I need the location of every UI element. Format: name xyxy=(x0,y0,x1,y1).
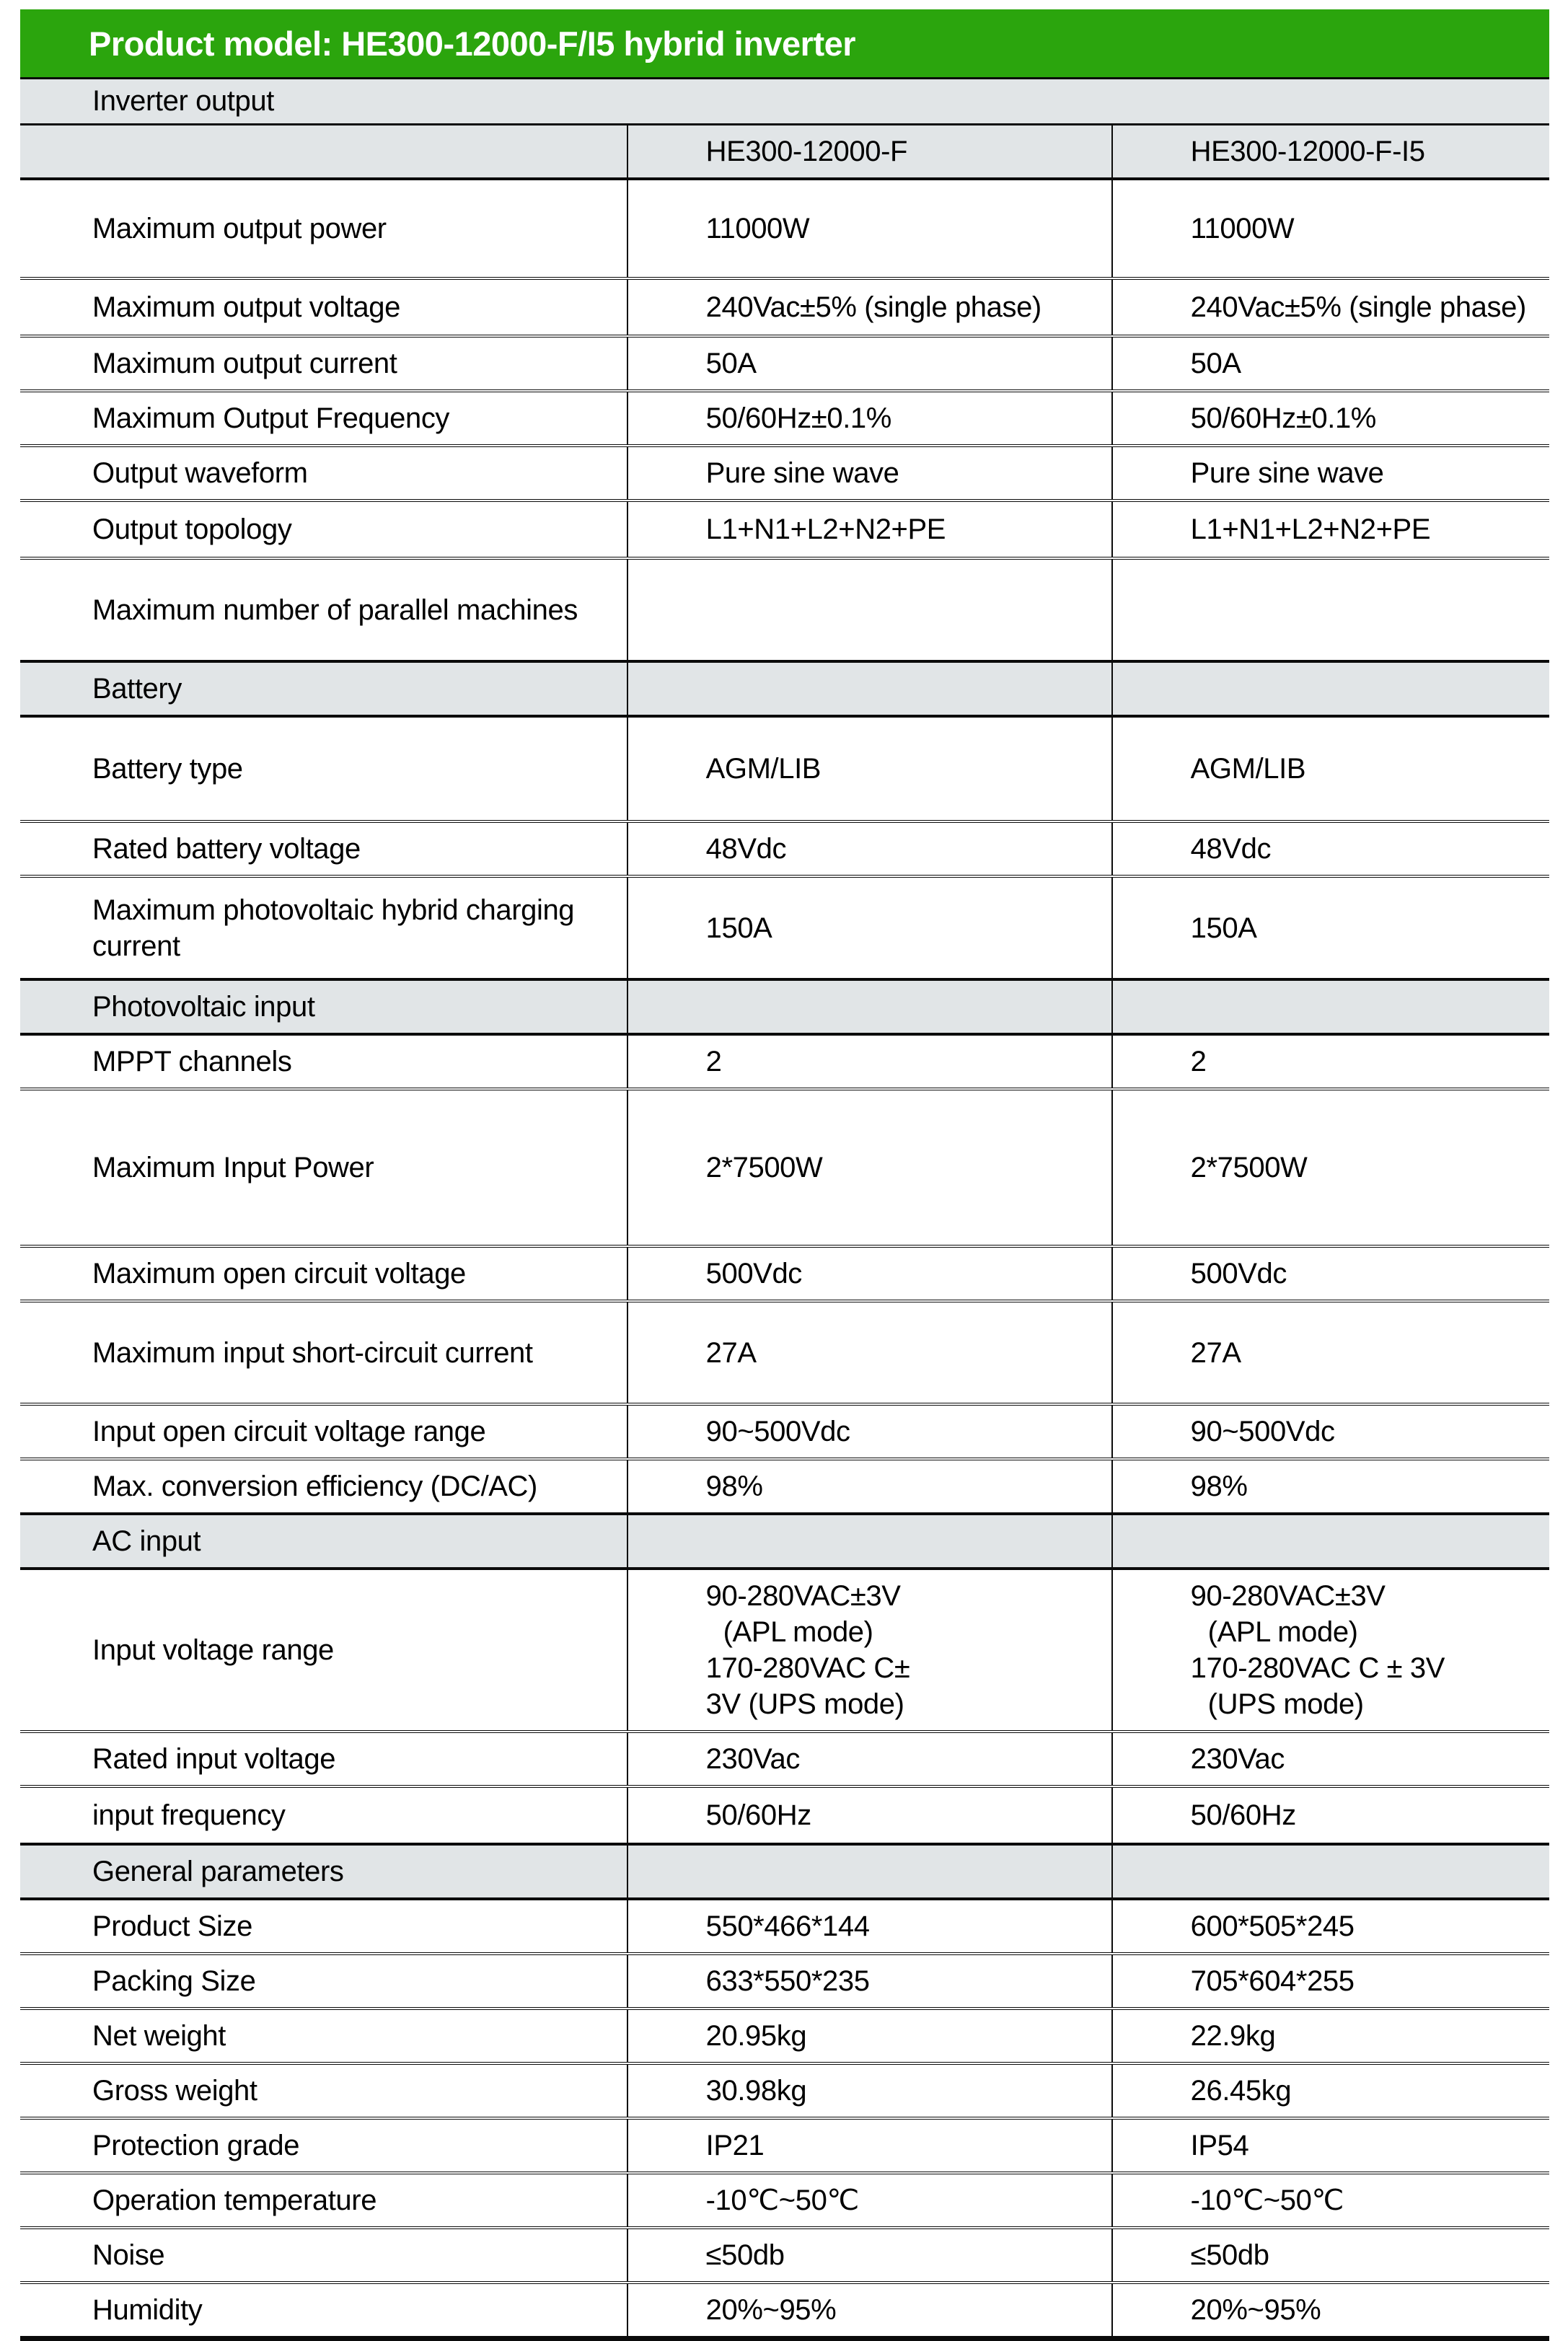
value-model-2: 705*604*255 xyxy=(1112,1954,1549,2009)
value-model-1: 50/60Hz xyxy=(627,1786,1112,1844)
row-battery-type xyxy=(20,716,1549,821)
value-model-2 xyxy=(1112,558,1549,661)
row-noise xyxy=(20,2228,1549,2283)
row-label: Output topology xyxy=(92,513,292,545)
value-model-1: 2 xyxy=(627,1034,1112,1089)
row-label: Max. conversion efficiency (DC/AC) xyxy=(92,1471,537,1502)
value-model-1: 240Vac±5% (single phase) xyxy=(627,278,1112,336)
section-empty-cell xyxy=(1112,1514,1549,1569)
section-empty-cell xyxy=(627,661,1112,716)
value-line: 170-280VAC C ± 3V xyxy=(1190,1652,1445,1684)
row-input-frequency xyxy=(20,1786,1549,1844)
row-output-topology xyxy=(20,501,1549,558)
section-heading-inverter-output: Inverter output xyxy=(20,79,1549,124)
value-model-1: 550*466*144 xyxy=(627,1899,1112,1954)
value-line: 90-280VAC±3V xyxy=(705,1580,901,1612)
value-line: 3V (UPS mode) xyxy=(705,1688,904,1720)
section-heading-battery: Battery xyxy=(20,661,627,716)
value-line: 90-280VAC±3V xyxy=(1190,1580,1386,1612)
spec-table xyxy=(20,79,1549,2341)
value-model-2: 90~500Vdc xyxy=(1112,1404,1549,1459)
value-model-2: 150A xyxy=(1112,876,1549,979)
value-model-1: 50A xyxy=(627,336,1112,391)
row-label: Input voltage range xyxy=(92,1634,334,1666)
value-model-1: 90~500Vdc xyxy=(627,1404,1112,1459)
row-pv-hybrid-charging-current xyxy=(20,876,1549,979)
value-model-1: 98% xyxy=(627,1459,1112,1514)
value-model-2: 20%~95% xyxy=(1112,2283,1549,2339)
row-max-output-frequency xyxy=(20,391,1549,446)
row-label: Battery type xyxy=(92,753,243,785)
section-row-ac-input xyxy=(20,1514,1549,1569)
row-label: Rated input voltage xyxy=(92,1743,336,1775)
section-empty-cell xyxy=(1112,1844,1549,1899)
value-model-2: 2*7500W xyxy=(1112,1089,1549,1246)
section-heading-general-parameters: General parameters xyxy=(20,1844,627,1899)
value-model-2: 230Vac xyxy=(1112,1732,1549,1786)
row-label: Humidity xyxy=(92,2294,203,2326)
column-header-model-2: HE300-12000-F-I5 xyxy=(1112,124,1549,179)
section-empty-cell xyxy=(627,979,1112,1034)
value-model-1 xyxy=(627,1569,1112,1732)
row-label: Maximum number of parallel machines xyxy=(92,594,578,626)
row-label: input frequency xyxy=(92,1799,286,1831)
row-operation-temperature xyxy=(20,2173,1549,2228)
row-label: Maximum open circuit voltage xyxy=(92,1258,466,1289)
corner-cell xyxy=(20,124,627,179)
row-input-voltage-range xyxy=(20,1569,1549,1732)
row-label: Net weight xyxy=(92,2020,226,2052)
value-model-1: 20.95kg xyxy=(627,2009,1112,2063)
value-model-2: 240Vac±5% (single phase) xyxy=(1112,278,1549,336)
value-model-2: 600*505*245 xyxy=(1112,1899,1549,1954)
row-parallel-machines xyxy=(20,558,1549,661)
row-max-input-short-circuit-current xyxy=(20,1301,1549,1404)
row-product-size xyxy=(20,1899,1549,1954)
value-line: (APL mode) xyxy=(723,1616,873,1648)
section-row-general-parameters xyxy=(20,1844,1549,1899)
row-protection-grade xyxy=(20,2118,1549,2173)
value-model-2: 27A xyxy=(1112,1301,1549,1404)
value-model-1: 11000W xyxy=(627,179,1112,278)
row-max-input-power xyxy=(20,1089,1549,1246)
row-label: Maximum photovoltaic hybrid charging current xyxy=(92,894,575,962)
row-label: Protection grade xyxy=(92,2130,300,2161)
row-input-open-circuit-voltage-range xyxy=(20,1404,1549,1459)
row-label: Maximum Output Frequency xyxy=(92,402,450,434)
value-model-1 xyxy=(627,558,1112,661)
row-packing-size xyxy=(20,1954,1549,2009)
row-max-output-power xyxy=(20,179,1549,278)
value-model-1: 2*7500W xyxy=(627,1089,1112,1246)
value-model-2 xyxy=(1112,1569,1549,1732)
section-empty-cell xyxy=(1112,661,1549,716)
row-max-conversion-efficiency xyxy=(20,1459,1549,1514)
value-model-1: 633*550*235 xyxy=(627,1954,1112,2009)
row-label: Maximum output power xyxy=(92,213,387,244)
value-model-2: 50/60Hz xyxy=(1112,1786,1549,1844)
value-model-2: 2 xyxy=(1112,1034,1549,1089)
value-model-1: Pure sine wave xyxy=(627,446,1112,501)
row-net-weight xyxy=(20,2009,1549,2063)
row-label: Noise xyxy=(92,2239,165,2271)
value-model-1: L1+N1+L2+N2+PE xyxy=(627,501,1112,558)
row-label: MPPT channels xyxy=(92,1046,292,1077)
column-header-model-1: HE300-12000-F xyxy=(627,124,1112,179)
page-title: Product model: HE300-12000-F/I5 hybrid inverter xyxy=(89,24,856,63)
value-model-1: 30.98kg xyxy=(627,2063,1112,2118)
value-model-2: 500Vdc xyxy=(1112,1246,1549,1301)
row-max-output-current xyxy=(20,336,1549,391)
value-model-2: 50A xyxy=(1112,336,1549,391)
value-model-1: 50/60Hz±0.1% xyxy=(627,391,1112,446)
value-model-2: 48Vdc xyxy=(1112,821,1549,876)
section-empty-cell xyxy=(1112,979,1549,1034)
value-model-2: 22.9kg xyxy=(1112,2009,1549,2063)
value-model-2: IP54 xyxy=(1112,2118,1549,2173)
row-max-output-voltage xyxy=(20,278,1549,336)
value-model-2: AGM/LIB xyxy=(1112,716,1549,821)
row-label: Gross weight xyxy=(92,2075,257,2107)
value-model-1: 150A xyxy=(627,876,1112,979)
value-model-2: Pure sine wave xyxy=(1112,446,1549,501)
value-model-1: 27A xyxy=(627,1301,1112,1404)
section-row-battery xyxy=(20,661,1549,716)
section-heading-photovoltaic-input: Photovoltaic input xyxy=(20,979,627,1034)
section-empty-cell xyxy=(627,1844,1112,1899)
row-max-open-circuit-voltage xyxy=(20,1246,1549,1301)
value-model-1: 500Vdc xyxy=(627,1246,1112,1301)
row-label: Packing Size xyxy=(92,1965,256,1997)
value-model-1: 20%~95% xyxy=(627,2283,1112,2339)
value-model-2: -10℃~50℃ xyxy=(1112,2173,1549,2228)
value-model-2: L1+N1+L2+N2+PE xyxy=(1112,501,1549,558)
row-label: Operation temperature xyxy=(92,2185,377,2216)
value-line: 170-280VAC C± xyxy=(705,1652,910,1684)
row-label: Rated battery voltage xyxy=(92,833,361,865)
section-row-photovoltaic-input xyxy=(20,979,1549,1034)
row-label: Product Size xyxy=(92,1910,252,1942)
row-label: Maximum output current xyxy=(92,348,397,379)
value-model-1: 48Vdc xyxy=(627,821,1112,876)
row-rated-input-voltage xyxy=(20,1732,1549,1786)
value-model-2: 26.45kg xyxy=(1112,2063,1549,2118)
value-model-2: 98% xyxy=(1112,1459,1549,1514)
row-rated-battery-voltage xyxy=(20,821,1549,876)
section-row-inverter-output xyxy=(20,79,1549,124)
row-output-waveform xyxy=(20,446,1549,501)
value-model-2: ≤50db xyxy=(1112,2228,1549,2283)
row-mppt-channels xyxy=(20,1034,1549,1089)
row-humidity xyxy=(20,2283,1549,2339)
value-model-2: 50/60Hz±0.1% xyxy=(1112,391,1549,446)
product-title-bar xyxy=(20,9,1549,79)
row-gross-weight xyxy=(20,2063,1549,2118)
row-label: Input open circuit voltage range xyxy=(92,1416,486,1447)
section-heading-ac-input: AC input xyxy=(20,1514,627,1569)
column-header-row xyxy=(20,124,1549,179)
row-label: Output waveform xyxy=(92,457,308,489)
value-line: (UPS mode) xyxy=(1207,1688,1364,1720)
spec-sheet xyxy=(20,9,1549,2341)
row-label: Maximum input short-circuit current xyxy=(92,1336,533,1369)
value-model-1: AGM/LIB xyxy=(627,716,1112,821)
row-label: Maximum Input Power xyxy=(92,1152,374,1183)
value-model-1: -10℃~50℃ xyxy=(627,2173,1112,2228)
section-empty-cell xyxy=(627,1514,1112,1569)
value-model-1: IP21 xyxy=(627,2118,1112,2173)
value-model-1: ≤50db xyxy=(627,2228,1112,2283)
value-model-1: 230Vac xyxy=(627,1732,1112,1786)
value-model-2: 11000W xyxy=(1112,179,1549,278)
row-label: Maximum output voltage xyxy=(92,291,400,323)
value-line: (APL mode) xyxy=(1207,1616,1358,1648)
